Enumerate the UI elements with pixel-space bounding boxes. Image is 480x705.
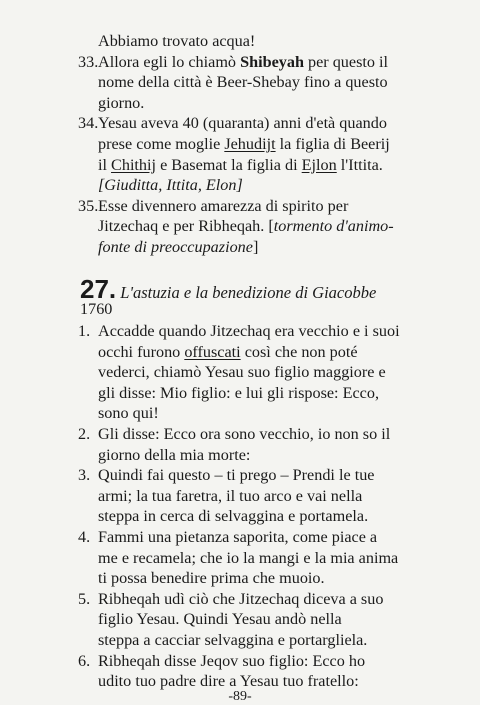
verse-35-line-3: fonte di preoccupazione] bbox=[98, 238, 259, 256]
verse-35-line-1: Esse divennero amarezza di spirito per bbox=[98, 196, 349, 215]
list-number: 5. bbox=[78, 589, 91, 608]
verse-number: 34. bbox=[78, 114, 99, 133]
verse-34-line-1: Yesau aveva 40 (quaranta) anni d'età quando bbox=[98, 114, 387, 133]
list-item-4-line-2: me e recamela; che io la mangi e la mia anima bbox=[98, 548, 399, 567]
verse-34-line-3: il Chithij e Basemat la figlia di Ejlon l'Ittita. bbox=[98, 155, 383, 174]
list-item-3-line-2: armi; la tua faretra, il tuo arco e vai nella bbox=[98, 486, 363, 505]
verse-33-line-2: nome della città è Beer-Shebay fino a questo bbox=[98, 73, 388, 92]
text-line: Abbiamo trovato acqua! bbox=[98, 32, 256, 50]
verse-number: 35. bbox=[78, 196, 99, 215]
list-item-2-line-1: Gli disse: Ecco ora sono vecchio, io non so il bbox=[98, 425, 391, 443]
chapter-title: L'astuzia e la benedizione di Giacobbe bbox=[120, 283, 377, 302]
list-item-3-line-3: steppa in cerca di selvaggina e portamela. bbox=[98, 507, 369, 526]
list-item-1-line-3: vederci, chiamò Yesau suo figlio maggiore e bbox=[98, 363, 386, 382]
list-item-6-line-1: Ribheqah disse Jeqov suo figlio: Ecco ho bbox=[98, 651, 366, 670]
list-item-4-line-1: Fammi una pietanza saporita, come piace a bbox=[98, 528, 378, 546]
verse-34-line-4: [Giuditta, Ittita, Elon] bbox=[98, 176, 243, 195]
list-item-5-line-3: steppa a cacciar selvaggina e portargliela. bbox=[98, 631, 368, 649]
list-number: 4. bbox=[78, 528, 91, 546]
chapter-heading bbox=[80, 274, 376, 308]
verse-number: 33. bbox=[78, 52, 99, 71]
chapter-number: 27. bbox=[80, 274, 117, 304]
list-item-1-line-1: Accadde quando Jitzechaq era vecchio e i suoi bbox=[98, 322, 400, 340]
list-number: 6. bbox=[78, 651, 91, 670]
list-item-5-line-2: figlio Yesau. Quindi Yesau andò nella bbox=[98, 610, 342, 629]
list-item-5-line-1: Ribheqah udì ciò che Jitzechaq diceva a suo bbox=[98, 589, 384, 608]
list-item-1-line-5: sono qui! bbox=[98, 404, 159, 423]
verse-35-line-2: Jitzechaq e per Ribheqah. [tormento d'animo- bbox=[98, 217, 394, 236]
verse-34-line-2: prese come moglie Jehudijt la figlia di Beerij bbox=[98, 135, 390, 153]
list-item-4-line-3: ti possa benedire prima che muoio. bbox=[98, 569, 325, 588]
verse-33-line-3: giorno. bbox=[98, 93, 145, 112]
list-item-3-line-1: Quindi fai questo – ti prego – Prendi le tue bbox=[98, 466, 375, 485]
list-item-1-line-4: gli disse: Mio figlio: e lui gli rispose: Ecco, bbox=[98, 383, 380, 402]
bold-name: Shibeyah bbox=[240, 52, 304, 71]
list-number: 1. bbox=[78, 322, 91, 340]
list-number: 3. bbox=[78, 466, 91, 485]
list-item-6-line-2: udito tuo padre dire a Yesau tuo fratello: bbox=[98, 672, 359, 691]
list-item-1-line-2: occhi furono offuscati così che non poté bbox=[98, 342, 358, 361]
list-item-2-line-2: giorno della mia morte: bbox=[98, 445, 251, 464]
chapter-year: 1760 bbox=[80, 300, 113, 318]
verse-33-line-1: Allora egli lo chiamò Shibeyah per questo il bbox=[98, 52, 389, 71]
page-number: -89- bbox=[228, 689, 252, 705]
list-number: 2. bbox=[78, 425, 91, 443]
